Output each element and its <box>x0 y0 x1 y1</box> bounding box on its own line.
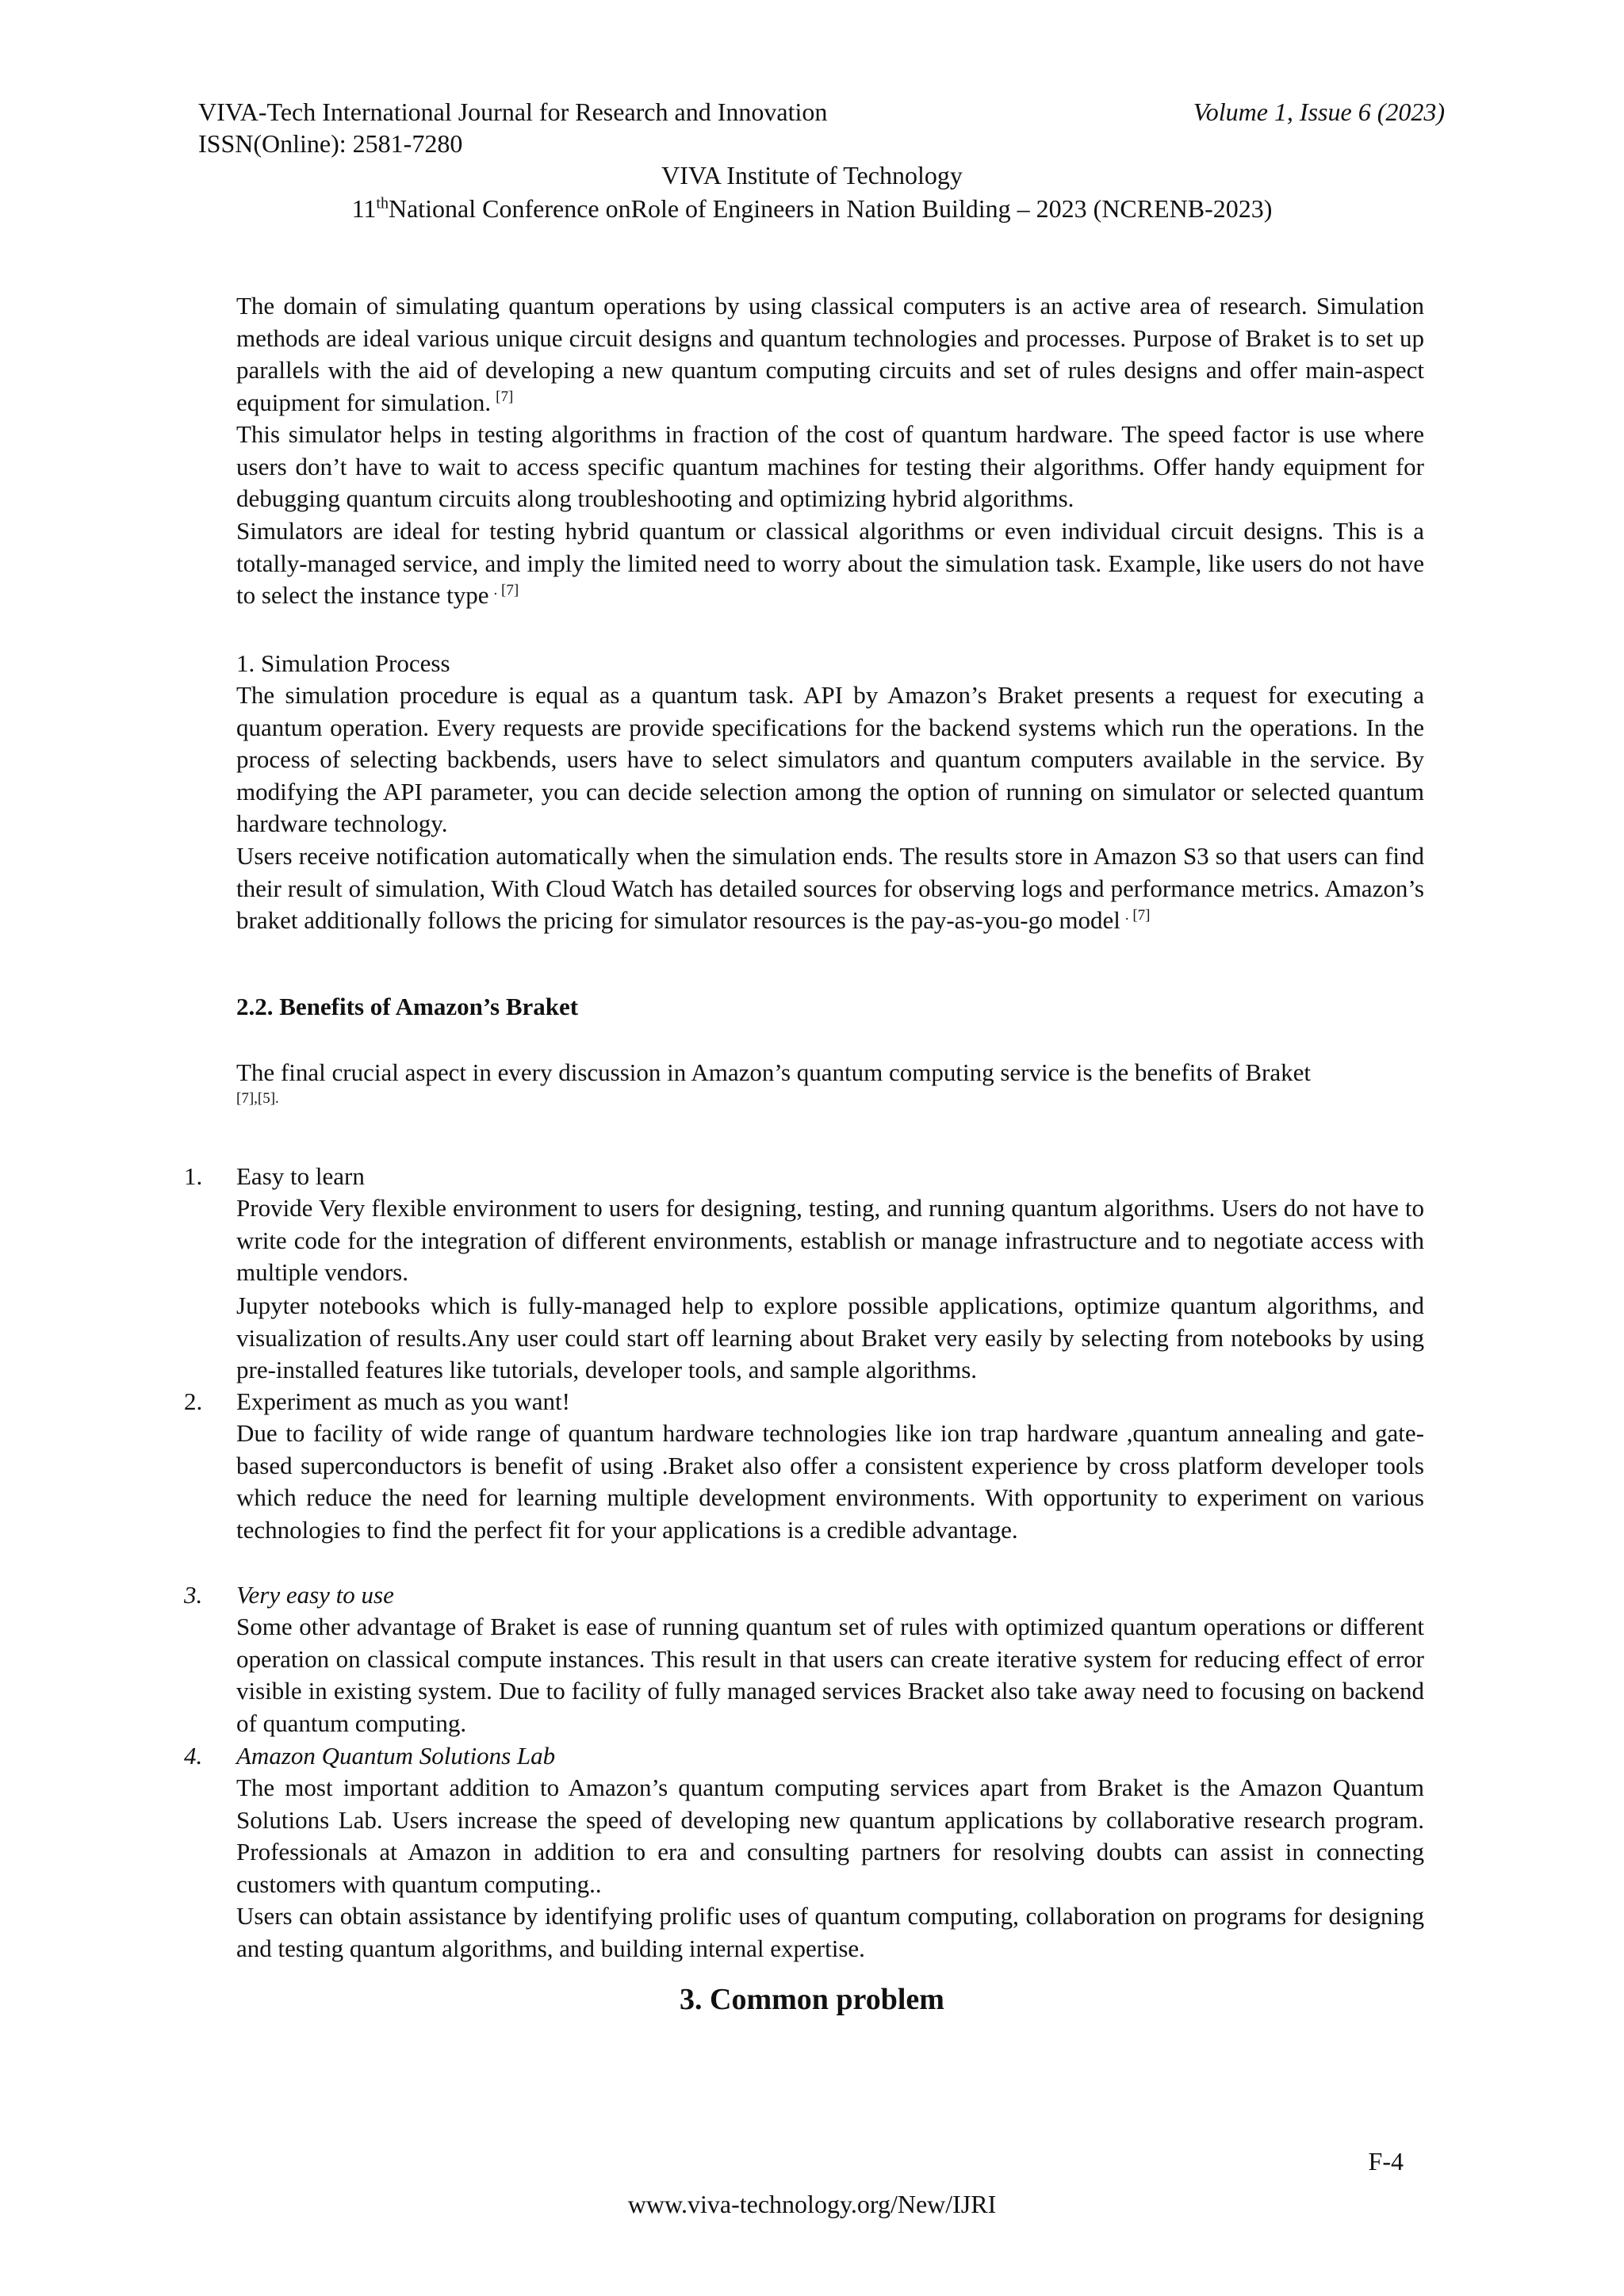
list-number: 2. <box>184 1387 203 1415</box>
section-heading-benefits: 2.2. Benefits of Amazon’s Braket <box>236 993 579 1020</box>
list-item-paragraph: Provide Very flexible environment to users for designing, testing, and running quantum algorithms. Users do not have to write code for the integration of different environments, establish or manage infrastructure and to negotiate access with multiple vendors. <box>236 1194 1424 1286</box>
citation: [7],[5]. <box>236 1089 279 1107</box>
list-number: 3. <box>184 1581 203 1609</box>
conference-ordinal: 11 <box>351 194 377 223</box>
conference-title: National Conference onRole of Engineers in Nation Building – 2023 (NCRENB-2023) <box>388 194 1273 223</box>
journal-title: VIVA-Tech International Journal for Research and Innovation <box>198 98 828 126</box>
list-item-title: Very easy to use <box>236 1581 394 1609</box>
intro-paragraph-2: This simulator helps in testing algorithms in fraction of the cost of quantum hardware. The speed factor is use where users don’t have to wait to access specific quantum machines for testing their algorithms. Offer handy equipment for debugging quantum circuits along troubleshooting and optimizing hybrid algorithms. <box>236 420 1424 512</box>
simulation-paragraph-1: The simulation procedure is equal as a quantum task. API by Amazon’s Braket presents a request for executing a quantum operation. Every requests are provide specifications for the backend systems which run the operations. In the process of selecting backbends, users have to select simulators and quantum computers available in the service. By modifying the API parameter, you can decide selection among the option of running on simulator or selected quantum hardware technology. <box>236 681 1424 837</box>
list-item-paragraph: The most important addition to Amazon’s quantum computing services apart from Braket is the Amazon Quantum Solutions Lab. Users increase the speed of developing new quantum applications by collaborative research program. Professionals at Amazon in addition to era and consulting partners for resolving doubts can assist in connecting customers with quantum computing.. <box>236 1774 1424 1898</box>
citation: . [7] <box>493 581 519 599</box>
conference-ordinal-suffix: th <box>376 194 389 212</box>
intro-paragraph-3: Simulators are ideal for testing hybrid quantum or classical algorithms or even individual circuit designs. This is a totally-managed service, and imply the limited need to worry about the simulation task. Example, like users do not have to select the instance type $^{. [7]}$ <box>236 517 1424 609</box>
list-number: 4. <box>184 1742 203 1770</box>
volume-issue: Volume 1, Issue 6 (2023) <box>1193 98 1445 126</box>
citation: [7] <box>496 388 514 406</box>
list-item-title: Amazon Quantum Solutions Lab <box>236 1742 556 1770</box>
list-item-paragraph: Jupyter notebooks which is fully-managed help to explore possible applications, optimize quantum algorithms, and visualization of results.Any user could start off learning about Braket very easily by selecting from notebooks by using pre-installed features like tutorials, developer tools, and sample algorithms. <box>236 1292 1424 1383</box>
list-item-paragraph: Some other advantage of Braket is ease of running quantum set of rules with optimized quantum operations or different operation on classical compute instances. This result in that users can create iterative system for reducing effect of error visible in existing system. Due to facility of fully managed services Bracket also take away need to focusing on backend of quantum computing. <box>236 1613 1424 1737</box>
section-heading-common-problem: 3. Common problem <box>680 1983 944 2016</box>
page-number: F-4 <box>1368 2147 1404 2175</box>
issn: ISSN(Online): 2581-7280 <box>198 129 463 158</box>
benefits-intro: The final crucial aspect in every discussion in Amazon’s quantum computing service is the benefits of Braket [7],[5]. <box>236 1057 1424 1108</box>
list-item-title: Easy to learn <box>236 1162 365 1190</box>
conference-name <box>0 193 1624 224</box>
simulation-paragraph-2: Users receive notification automatically when the simulation ends. The results store in Amazon S3 so that users can find their result of simulation, With Cloud Watch has detailed sources for observing logs and performance metrics. Amazon’s braket additionally follows the pricing for simulator resources is the pay-as-you-go model $^{. [7]}$ <box>236 842 1424 934</box>
list-item-title: Experiment as much as you want! <box>236 1387 570 1415</box>
citation: . [7] <box>1124 906 1151 924</box>
footer-url[interactable]: www.viva-technology.org/New/IJRI <box>627 2190 997 2218</box>
institute-name: VIVA Institute of Technology <box>661 161 963 189</box>
subsection-heading-simulation: 1. Simulation Process <box>236 649 450 677</box>
list-item-paragraph: Due to facility of wide range of quantum hardware technologies like ion trap hardware ,quantum annealing and gate-based superconductors is benefit of using .Braket also offer a consistent experience by cross platform developer tools which reduce the need for learning multiple development environments. With opportunity to experiment on various technologies to find the perfect fit for your applications is a credible advantage. <box>236 1419 1424 1544</box>
intro-paragraph-1: The domain of simulating quantum operations by using classical computers is an active area of research. Simulation methods are ideal various unique circuit designs and quantum technologies and processes. Purpose of Braket is to set up parallels with the aid of developing a new quantum computing circuits and set of rules designs and offer main-aspect equipment for simulation. [7] <box>236 292 1424 416</box>
list-number: 1. <box>184 1162 203 1190</box>
list-item-paragraph: Users can obtain assistance by identifying prolific uses of quantum computing, collaboration on programs for designing and testing quantum algorithms, and building internal expertise. <box>236 1902 1424 1962</box>
